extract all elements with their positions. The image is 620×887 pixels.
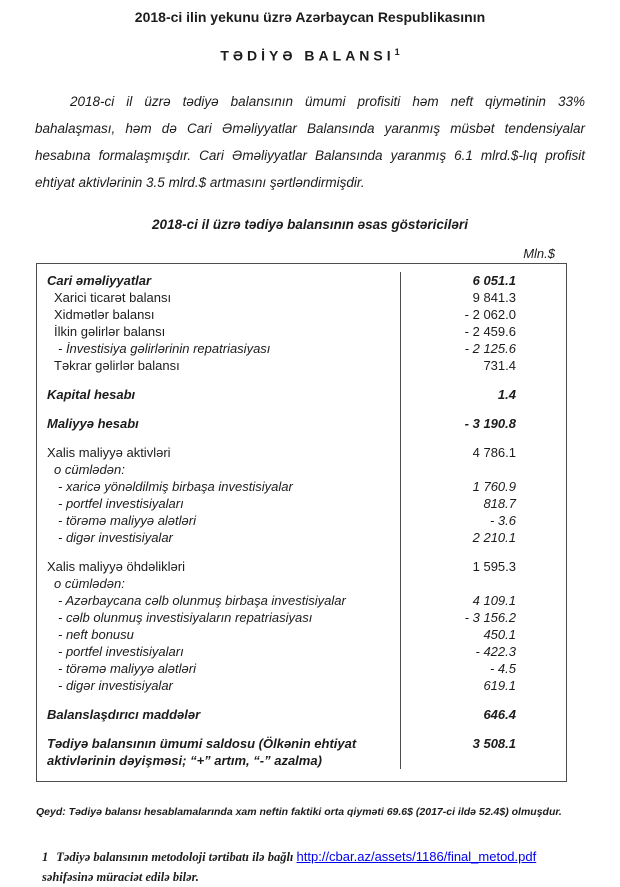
row-label: - digər investisiyalar xyxy=(37,677,401,694)
table-row xyxy=(37,357,566,374)
row-label: - törəmə maliyyə alətləri xyxy=(37,660,401,677)
table-row xyxy=(37,592,566,609)
row-label: İlkin gəlirlər balansı xyxy=(37,323,401,340)
row-label: Balanslaşdırıcı maddələr xyxy=(37,706,401,723)
table-spacer-row xyxy=(37,694,566,706)
footnote-text-after-link: səhifəsinə müraciət edilə bilər. xyxy=(42,869,199,884)
row-label: - neft bonusu xyxy=(37,626,401,643)
row-value: - 3 190.8 xyxy=(464,415,516,431)
table-spacer-row xyxy=(37,403,566,415)
row-label: Tədiyə balansının ümumi saldosu (Ölkənin ehtiyat aktivlərinin dəyişməsi; “+” artım, “-” azalma) xyxy=(37,735,401,769)
note-text: Qeyd: Tədiyə balansı hesablamalarında xam neftin faktiki orta qiyməti 69.6$ (2017-ci ildə 52.4$) olmuşdur. xyxy=(36,805,562,818)
row-label: - xaricə yönəldilmiş birbaşa investisiyalar xyxy=(37,478,401,495)
row-label xyxy=(37,546,401,558)
row-label: Cari əməliyyatlar xyxy=(37,272,401,289)
row-label xyxy=(37,403,401,415)
row-value: 2 210.1 xyxy=(472,529,516,545)
table-row xyxy=(37,461,566,478)
row-label: o cümlədən: xyxy=(37,461,401,478)
row-value: 646.4 xyxy=(483,706,516,722)
row-value: 6 051.1 xyxy=(472,272,516,288)
unit-label: Mln.$ xyxy=(523,245,555,261)
row-value: - 422.3 xyxy=(475,643,516,659)
row-label: Xarici ticarət balansı xyxy=(37,289,401,306)
footnote-text-before-link: Tədiyə balansının metodoloji tərtibatı ilə bağlı xyxy=(56,849,294,864)
row-value: - 2 062.0 xyxy=(464,306,516,322)
table-row xyxy=(37,706,566,723)
row-value: - 4.5 xyxy=(489,660,516,676)
row-label: Kapital hesabı xyxy=(37,386,401,403)
row-label: Xalis maliyyə öhdəlikləri xyxy=(37,558,401,575)
row-label xyxy=(37,694,401,706)
row-value: - 2 459.6 xyxy=(464,323,516,339)
row-label: Maliyyə hesabı xyxy=(37,415,401,432)
row-label: - portfel investisiyaları xyxy=(37,643,401,660)
row-value: 1.4 xyxy=(497,386,516,402)
row-value: 4 109.1 xyxy=(472,592,516,608)
row-value: 4 786.1 xyxy=(472,444,516,460)
document-title-line1: 2018-ci ilin yekunu üzrə Azərbaycan Respublikasının xyxy=(134,9,486,25)
footnote-link[interactable]: http://cbar.az/assets/1186/final_metod.pdf xyxy=(296,848,537,864)
table-row xyxy=(37,529,566,546)
table-title: 2018-ci il üzrə tədiyə balansının əsas göstəriciləri xyxy=(152,216,468,232)
row-value: 450.1 xyxy=(483,626,516,642)
row-label: Xidmətlər balansı xyxy=(37,306,401,323)
table-row xyxy=(37,643,566,660)
row-label xyxy=(37,723,401,735)
table-spacer-row xyxy=(37,546,566,558)
row-value: 1 595.3 xyxy=(472,558,516,574)
table-row xyxy=(37,272,566,289)
row-value: 9 841.3 xyxy=(472,289,516,305)
row-label: Xalis maliyyə aktivləri xyxy=(37,444,401,461)
table-row xyxy=(37,495,566,512)
row-value: 818.7 xyxy=(483,495,516,511)
table-row xyxy=(37,444,566,461)
document-title-main: TƏDİYƏ BALANSI xyxy=(220,47,395,64)
row-label: - portfel investisiyaları xyxy=(37,495,401,512)
table-spacer-row xyxy=(37,374,566,386)
intro-paragraph: 2018-ci il üzrə tədiyə balansının ümumi profisiti həm neft qiymətinin 33% bahalaşması, həm də Cari Əməliyyatlar Balansında yaranmış müsbət tendensiyalar hesabına formalaşmışdır. Cari Əməliyyatlar Balansında yaranmış 6.1 mlrd.$-lıq profisit ehtiyat aktivlərinin 3.5 mlrd.$ artmasını şərtləndirmişdir. xyxy=(35,93,585,190)
balance-of-payments-table xyxy=(36,263,567,782)
row-label: Təkrar gəlirlər balansı xyxy=(37,357,401,374)
row-label: - digər investisiyalar xyxy=(37,529,401,546)
row-label: - törəmə maliyyə alətləri xyxy=(37,512,401,529)
row-value: - 3.6 xyxy=(489,512,516,528)
table-row xyxy=(37,323,566,340)
row-label: - İnvestisiya gəlirlərinin repatriasiyası xyxy=(37,340,401,357)
table-row xyxy=(37,575,566,592)
table-row xyxy=(37,735,566,769)
row-label: o cümlədən: xyxy=(37,575,401,592)
row-value: - 3 156.2 xyxy=(464,609,516,625)
table-row xyxy=(37,660,566,677)
table-row xyxy=(37,386,566,403)
table-spacer-row xyxy=(37,432,566,444)
table-row xyxy=(37,677,566,694)
row-label xyxy=(37,432,401,444)
table-row xyxy=(37,340,566,357)
document-title-line2 xyxy=(0,47,620,64)
table-row xyxy=(37,626,566,643)
row-label xyxy=(37,374,401,386)
table-row xyxy=(37,306,566,323)
table-spacer-row xyxy=(37,723,566,735)
table-row xyxy=(37,289,566,306)
row-value: - 2 125.6 xyxy=(464,340,516,356)
row-value: 3 508.1 xyxy=(472,735,516,751)
row-label: - Azərbaycana cəlb olunmuş birbaşa investisiyalar xyxy=(37,592,401,609)
title-footnote-ref: 1 xyxy=(394,47,400,57)
row-value: 1 760.9 xyxy=(472,478,516,494)
table-row xyxy=(37,512,566,529)
row-value: 619.1 xyxy=(483,677,516,693)
table-row xyxy=(37,478,566,495)
row-value: 731.4 xyxy=(483,357,516,373)
footnote xyxy=(42,847,588,887)
row-label: - cəlb olunmuş investisiyaların repatriasiyası xyxy=(37,609,401,626)
footnote-ref: 1 xyxy=(42,849,49,864)
table-row xyxy=(37,558,566,575)
table-row xyxy=(37,609,566,626)
table-row xyxy=(37,415,566,432)
